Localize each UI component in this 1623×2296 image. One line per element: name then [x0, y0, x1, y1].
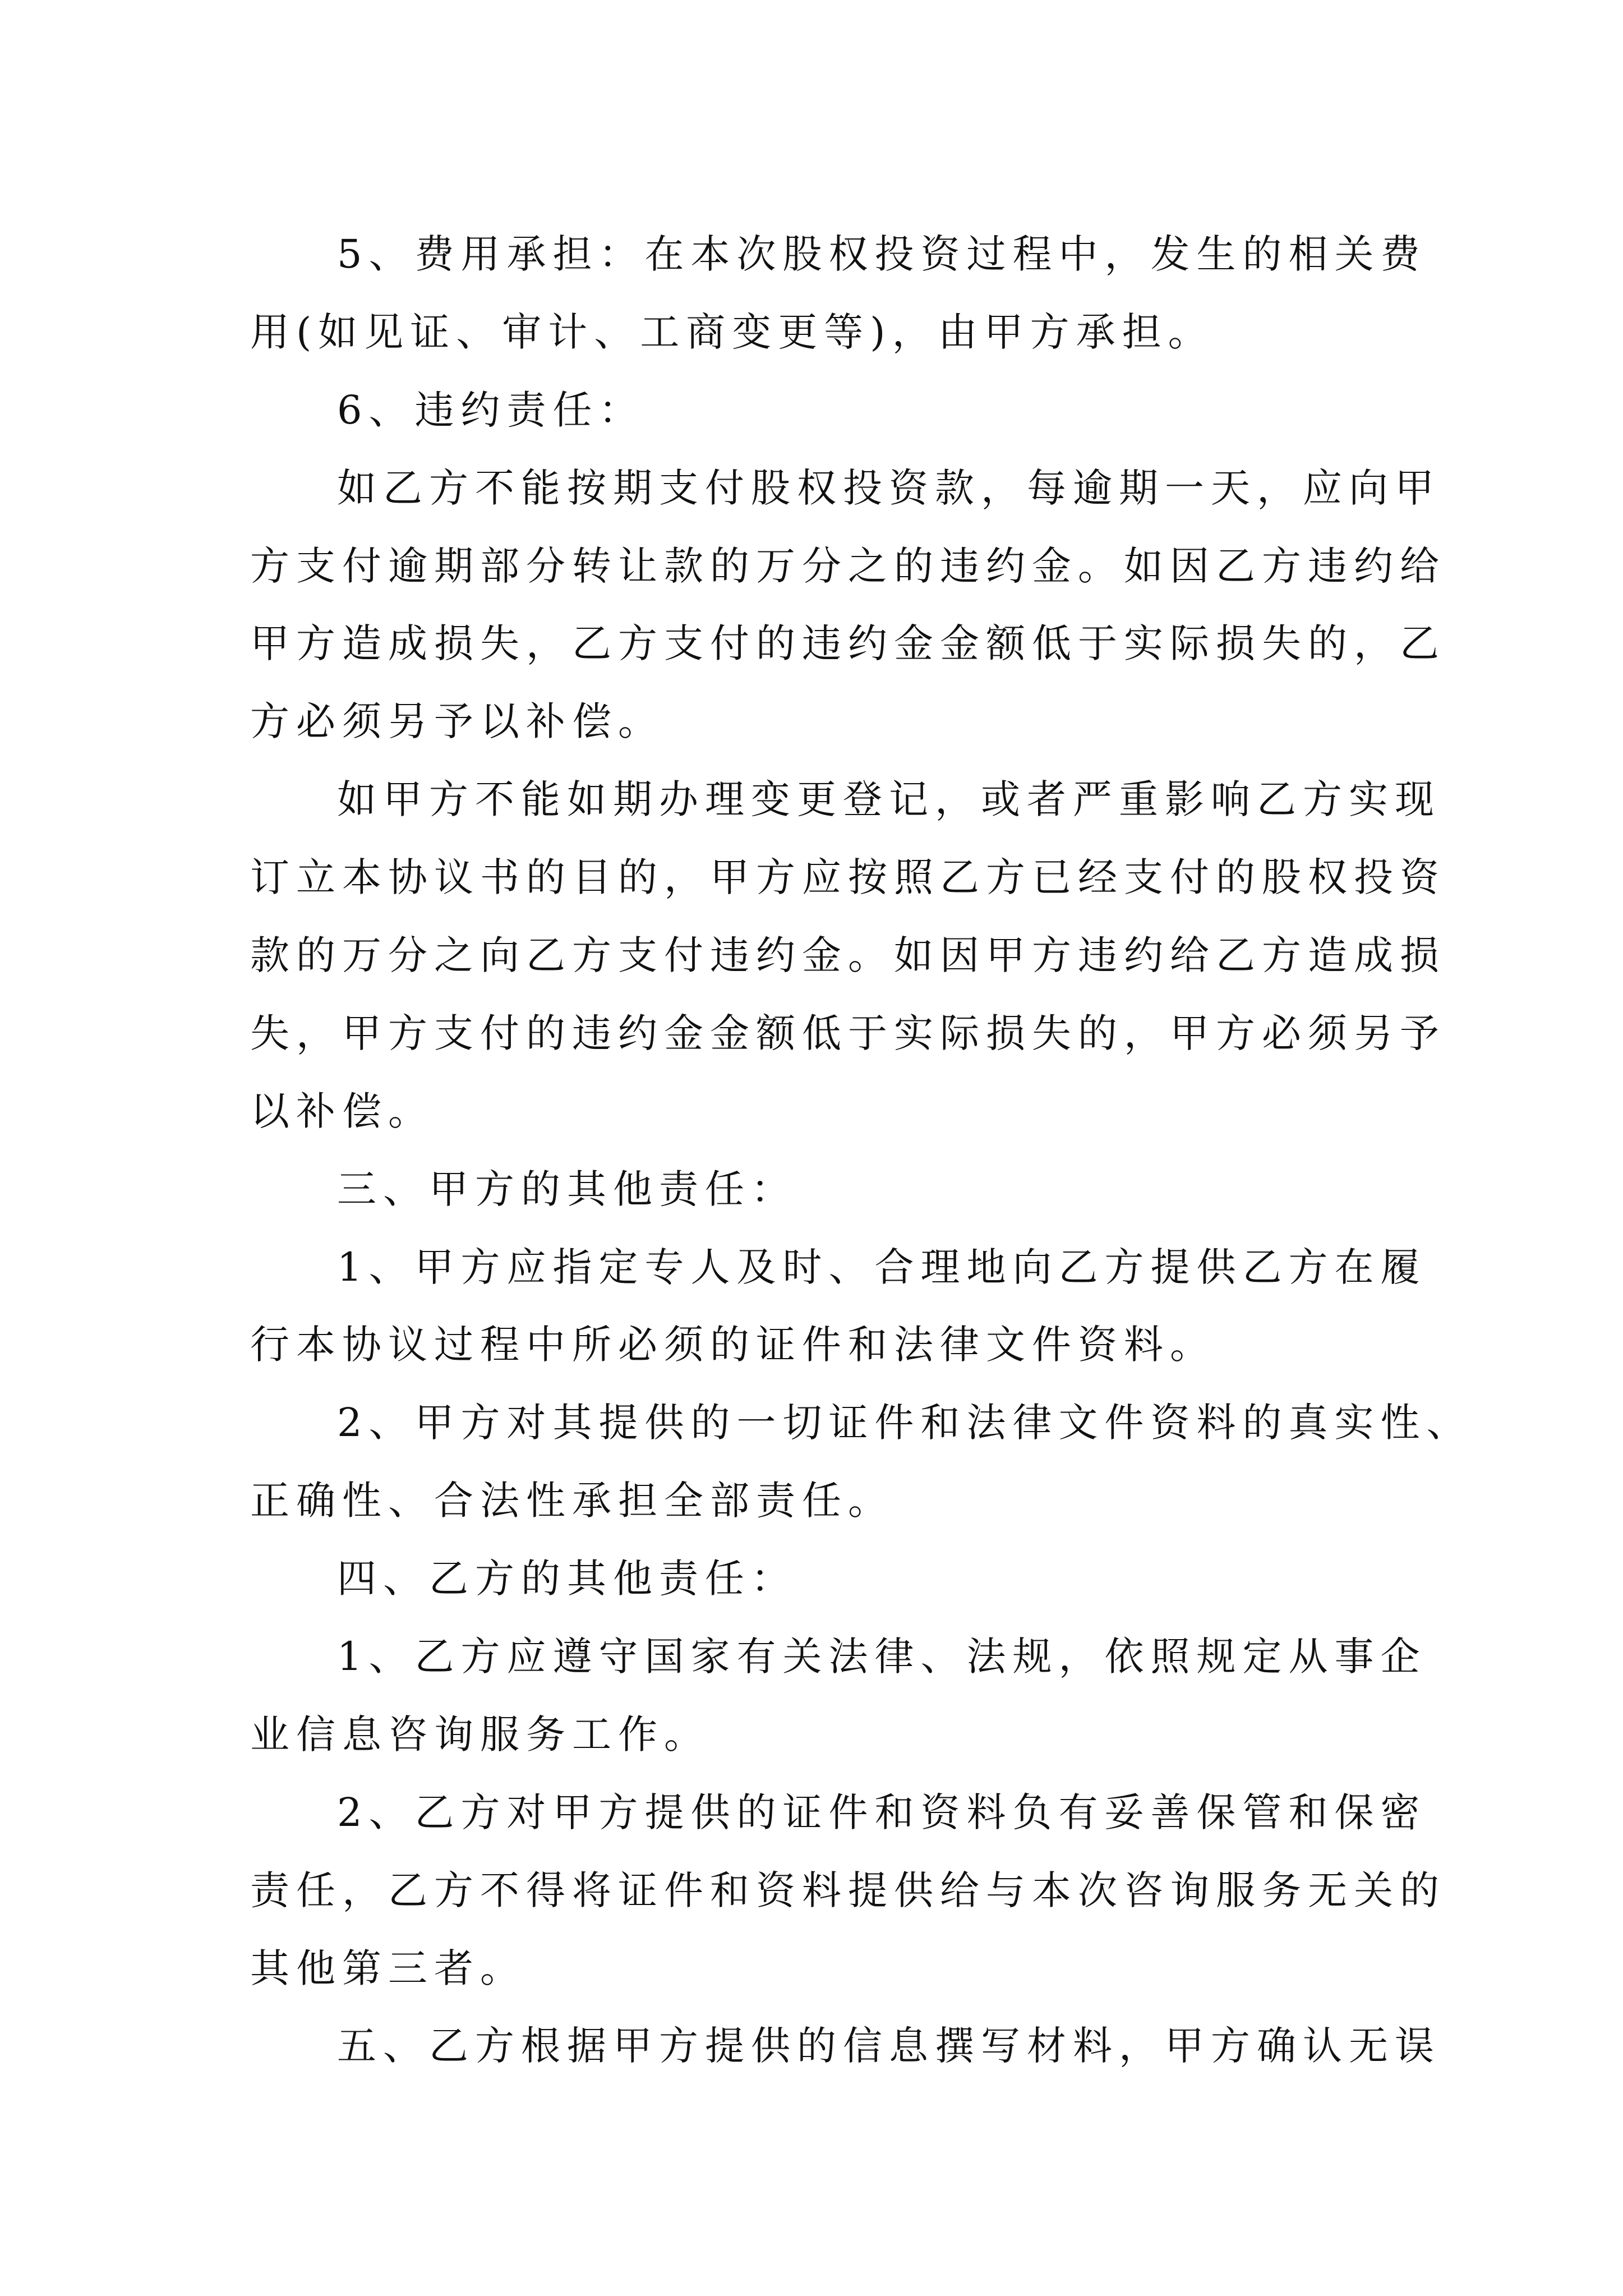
- text-line: 失，甲方支付的违约金金额低于实际损失的，甲方必须另予: [250, 1010, 1446, 1056]
- section-heading: 三、甲方的其他责任：: [337, 1166, 797, 1212]
- text-line: 其他第三者。: [250, 1945, 526, 1991]
- text-line: 5、费用承担：在本次股权投资过程中，发生的相关费: [337, 231, 1427, 277]
- text-line: 如乙方不能按期支付股权投资款，每逾期一天，应向甲: [337, 464, 1441, 511]
- text-line: 行本协议过程中所必须的证件和法律文件资料。: [250, 1322, 1216, 1368]
- text-line: 款的万分之向乙方支付违约金。如因甲方违约给乙方造成损: [250, 932, 1446, 979]
- text-line: 订立本协议书的目的，甲方应按照乙方已经支付的股权投资: [250, 854, 1446, 901]
- section-heading: 四、乙方的其他责任：: [337, 1556, 797, 1602]
- text-line: 方支付逾期部分转让款的万分之的违约金。如因乙方违约给: [250, 542, 1446, 589]
- text-line: 甲方造成损失，乙方支付的违约金金额低于实际损失的，乙: [250, 620, 1446, 667]
- document-body: [250, 215, 1473, 2085]
- text-line: 1、乙方应遵守国家有关法律、法规，依照规定从事企: [337, 1634, 1427, 1680]
- text-line: 如甲方不能如期办理变更登记，或者严重影响乙方实现: [337, 776, 1441, 823]
- text-line: 责任，乙方不得将证件和资料提供给与本次咨询服务无关的: [250, 1867, 1446, 1913]
- text-line: 2、乙方对甲方提供的证件和资料负有妥善保管和保密: [337, 1789, 1427, 1835]
- text-line: 1、甲方应指定专人及时、合理地向乙方提供乙方在履: [337, 1244, 1427, 1290]
- text-line: 用(如见证、审计、工商变更等)，由甲方承担。: [250, 309, 1214, 355]
- text-line: 正确性、合法性承担全部责任。: [250, 1478, 894, 1524]
- text-line: 以补偿。: [250, 1088, 434, 1134]
- text-line: 2、甲方对其提供的一切证件和法律文件资料的真实性、: [337, 1400, 1473, 1446]
- clause-heading: 6、违约责任：: [337, 386, 645, 433]
- text-line: 业信息咨询服务工作。: [250, 1711, 710, 1757]
- text-line: 方必须另予以补偿。: [250, 698, 664, 745]
- text-line: 五、乙方根据甲方提供的信息撰写材料，甲方确认无误: [337, 2023, 1441, 2069]
